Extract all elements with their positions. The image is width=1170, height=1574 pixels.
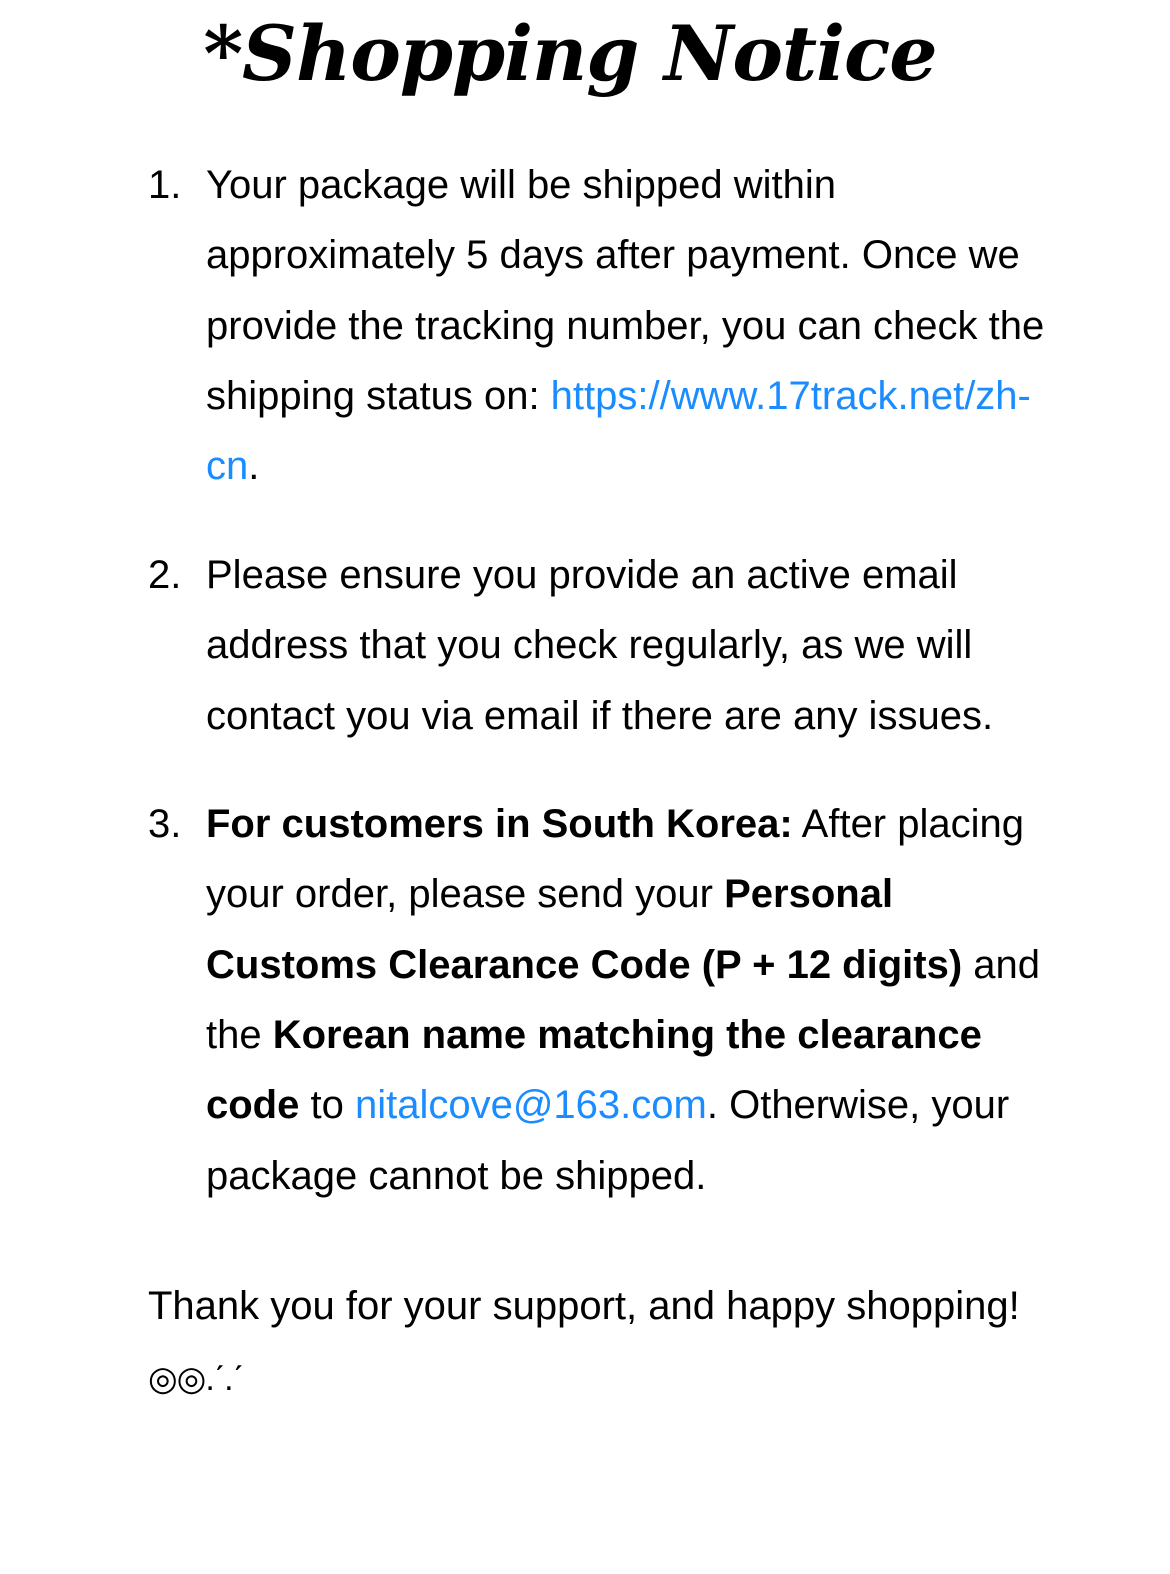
list-item [148, 789, 1050, 1211]
text-segment-bold: Korean name matching the clearance code [206, 1013, 982, 1128]
list-marker: 1. [148, 162, 182, 207]
swirl-emoji: ◎◎.ˊ.ˊ [148, 1359, 243, 1398]
closing-message [0, 1271, 1170, 1412]
text-segment: to [299, 1083, 355, 1128]
list-item [148, 540, 1050, 751]
text-segment-bold: For customers in South Korea: [206, 801, 793, 846]
email-link[interactable]: nitalcove@163.com [354, 1083, 707, 1128]
list-item [148, 150, 1050, 502]
text-segment: Your package will be shipped within approximately 5 days after payment. Once we provide the tracking number, you can check the shipping status on: [206, 162, 1045, 418]
text-segment-bold: Personal Customs Clearance Code (P + 12 digits) [206, 872, 963, 987]
list-item-text [206, 553, 993, 738]
text-segment: and the [206, 942, 1041, 1058]
text-segment: . [248, 444, 260, 489]
list-item-text [206, 163, 1044, 489]
list-marker: 2. [148, 552, 182, 597]
notice-list [0, 150, 1170, 1211]
list-item-text [206, 802, 1040, 1198]
list-marker: 3. [148, 801, 182, 846]
text-segment: Please ensure you provide an active email address that you check regularly, as we will contact you via email if there are any issues. [206, 552, 994, 738]
tracking-link[interactable]: https://www.17track.net/zh-cn [206, 373, 1031, 489]
page-title: *Shopping Notice [203, 9, 937, 98]
text-segment: After placing your order, please send your [206, 801, 1024, 917]
closing-text: Thank you for your support, and happy shopping! [148, 1284, 1020, 1329]
notice-page [0, 9, 1170, 1574]
text-segment: . Otherwise, your package cannot be shipped. [206, 1083, 1010, 1198]
